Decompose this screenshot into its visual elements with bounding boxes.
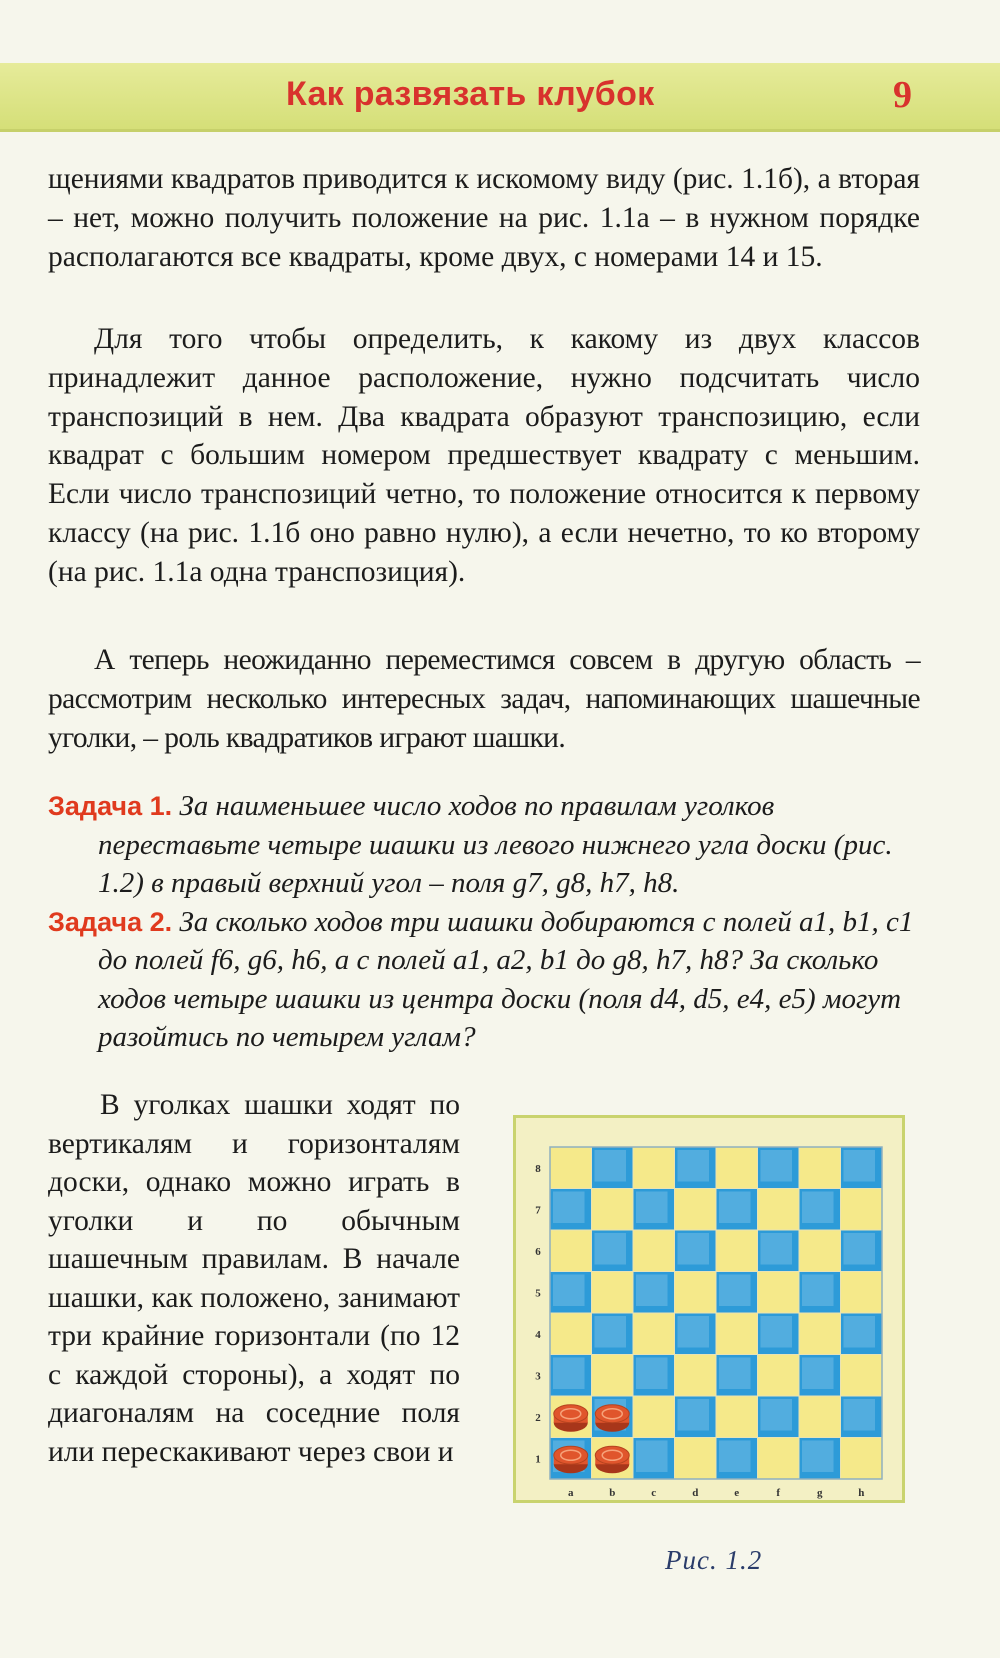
file-label: e — [734, 1487, 740, 1499]
light-square-c2 — [633, 1396, 675, 1438]
task-label: Задача 1. — [48, 791, 173, 821]
rank-label: 1 — [535, 1453, 541, 1466]
paragraph-text: щениями квадратов приводится к искомому виду (рис. 1.1б), а вторая – нет, можно получить положение на рис. 1.1а – в нужном порядке располагаются все квадраты, кроме двух, с номерами 14 и 15. — [48, 163, 920, 273]
square-highlight — [761, 1399, 793, 1431]
file-label: d — [692, 1487, 699, 1499]
paragraph-text: А теперь неожиданно переместимся совсем в другую область – рассмотрим несколько интересных задач, напоминающих шашечные уголки, – роль квадратиков играют шашки. — [48, 644, 920, 754]
rank-label: 8 — [535, 1162, 541, 1175]
light-square-h7 — [841, 1189, 883, 1231]
light-square-a8 — [550, 1147, 592, 1189]
square-highlight — [719, 1441, 751, 1473]
file-label: g — [817, 1487, 823, 1499]
square-highlight — [802, 1441, 834, 1473]
file-label: c — [651, 1487, 657, 1499]
square-highlight — [844, 1316, 876, 1348]
rank-label: 5 — [535, 1287, 541, 1300]
light-square-g6 — [799, 1230, 841, 1272]
light-square-c6 — [633, 1230, 675, 1272]
square-highlight — [761, 1150, 793, 1182]
paragraph-2 — [48, 320, 920, 592]
light-square-f1 — [758, 1438, 800, 1480]
rank-label: 7 — [535, 1204, 541, 1217]
figure-caption: Рис. 1.2 — [665, 1545, 763, 1575]
paragraph-1 — [48, 160, 920, 276]
square-highlight — [636, 1192, 668, 1224]
task-label: Задача 2. — [48, 906, 173, 937]
square-highlight — [844, 1399, 876, 1431]
light-square-b7 — [592, 1189, 634, 1231]
rank-label: 6 — [535, 1245, 541, 1258]
light-square-b3 — [592, 1355, 634, 1397]
square-highlight — [802, 1275, 834, 1307]
light-square-e8 — [716, 1147, 758, 1189]
light-square-b5 — [592, 1272, 634, 1314]
square-highlight — [636, 1441, 668, 1473]
square-highlight — [595, 1233, 627, 1265]
rank-label: 3 — [535, 1370, 541, 1383]
light-square-g8 — [799, 1147, 841, 1189]
square-highlight — [678, 1233, 710, 1265]
rank-label: 4 — [535, 1328, 541, 1341]
light-square-g2 — [799, 1396, 841, 1438]
task-text: За наименьшее число ходов по правилам уголков переставьте четыре шашки из левого нижнего угла доски (рис. 1.2) в правый верхний угол – поля g7, g8, h7, h8. — [98, 790, 893, 899]
paragraph-3 — [48, 641, 920, 757]
file-label: f — [776, 1487, 781, 1499]
task-1 — [48, 787, 928, 903]
light-square-d7 — [675, 1189, 717, 1231]
file-label: b — [609, 1487, 616, 1499]
task-2 — [48, 903, 928, 1057]
square-highlight — [761, 1233, 793, 1265]
checker-top — [595, 1405, 629, 1423]
light-square-h3 — [841, 1355, 883, 1397]
light-square-a4 — [550, 1313, 592, 1355]
square-highlight — [595, 1150, 627, 1182]
square-highlight — [678, 1316, 710, 1348]
square-highlight — [553, 1275, 585, 1307]
chapter-title: Как развязать клубок — [286, 75, 655, 113]
light-square-e6 — [716, 1230, 758, 1272]
side-column — [48, 1086, 460, 1471]
square-highlight — [719, 1358, 751, 1390]
square-highlight — [636, 1275, 668, 1307]
light-square-a6 — [550, 1230, 592, 1272]
light-square-f5 — [758, 1272, 800, 1314]
light-square-e4 — [716, 1313, 758, 1355]
light-square-c4 — [633, 1313, 675, 1355]
square-highlight — [719, 1275, 751, 1307]
checker-top — [554, 1405, 588, 1423]
running-header — [0, 63, 1000, 132]
square-highlight — [719, 1192, 751, 1224]
side-paragraph: В уголках шашки ходят по вертикалям и горизонталям доски, однако можно играть в уголки и по обычным шашечным правилам. В начале шашки, как положено, занимают три крайние горизонтали (по 12 с каждой стороны), а ходят по диагоналям на соседние поля или перескакивают через свои и — [48, 1089, 460, 1468]
chessboard — [516, 1118, 902, 1500]
checker-top — [595, 1446, 629, 1464]
file-label: h — [858, 1487, 865, 1499]
square-highlight — [802, 1192, 834, 1224]
light-square-f7 — [758, 1189, 800, 1231]
light-square-d3 — [675, 1355, 717, 1397]
page-number: 9 — [893, 74, 912, 116]
square-highlight — [761, 1316, 793, 1348]
light-square-f3 — [758, 1355, 800, 1397]
tasks-block — [48, 787, 928, 1057]
square-highlight — [844, 1233, 876, 1265]
square-highlight — [678, 1399, 710, 1431]
paragraph-text: Для того чтобы определить, к какому из двух классов принадлежит данное расположение, нужно подсчитать число транспозиций в нем. Два квадрата образуют транспозицию, если квадрат с большим номером предшествует квадрату с меньшим. Если число транспозиций четно, то положение относится к первому классу (на рис. 1.1б оно равно нулю), а если нечетно, то ко второму (на рис. 1.1а одна транспозиция). — [48, 323, 920, 588]
light-square-e2 — [716, 1396, 758, 1438]
light-square-c8 — [633, 1147, 675, 1189]
square-highlight — [678, 1150, 710, 1182]
light-square-h1 — [841, 1438, 883, 1480]
file-label: a — [568, 1487, 574, 1499]
light-square-h5 — [841, 1272, 883, 1314]
chessboard-figure — [513, 1115, 905, 1503]
square-highlight — [802, 1358, 834, 1390]
square-highlight — [553, 1192, 585, 1224]
light-square-d5 — [675, 1272, 717, 1314]
light-square-d1 — [675, 1438, 717, 1480]
square-highlight — [595, 1316, 627, 1348]
square-highlight — [844, 1150, 876, 1182]
square-highlight — [636, 1358, 668, 1390]
rank-label: 2 — [535, 1411, 541, 1424]
light-square-g4 — [799, 1313, 841, 1355]
square-highlight — [553, 1358, 585, 1390]
checker-top — [554, 1446, 588, 1464]
task-text: За сколько ходов три шашки добираются с полей a1, b1, c1 до полей f6, g6, h6, а с полей a1, a2, b1 до g8, h7, h8? За сколько ходов четыре шашки из центра доски (поля d4, d5, e4, e5) могут разойтись по четырем углам? — [98, 905, 914, 1053]
